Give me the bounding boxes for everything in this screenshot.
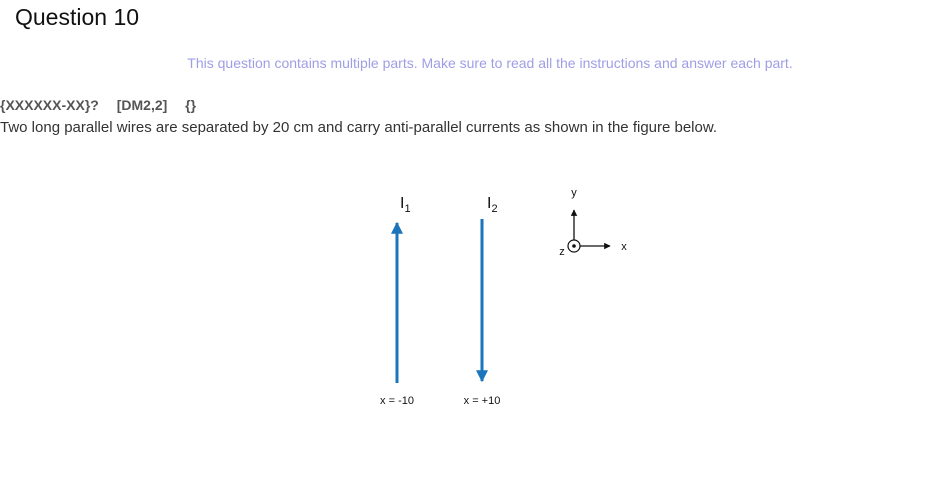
instructions-text: This question contains multiple parts. Make sure to read all the instructions and answer each part. bbox=[187, 55, 793, 71]
axis-z-dot-icon bbox=[572, 244, 576, 248]
wire-2-label-sub: 2 bbox=[491, 203, 498, 215]
question-id: {XXXXXX-XX}? bbox=[0, 97, 99, 113]
question-tag: [DM2,2] bbox=[116, 97, 168, 113]
question-meta bbox=[0, 97, 210, 113]
axis-y-label: y bbox=[571, 187, 577, 199]
coordinate-axes bbox=[559, 187, 627, 258]
wire-2 bbox=[464, 195, 501, 407]
axis-x-label: x bbox=[621, 241, 627, 253]
wire-1-label bbox=[400, 195, 411, 215]
question-prompt: Two long parallel wires are separated by 20 cm and carry anti-parallel currents as shown in the figure below. bbox=[0, 119, 718, 136]
axis-z-label: z bbox=[559, 246, 565, 258]
wire-2-position-label: x = +10 bbox=[463, 395, 501, 407]
wire-1 bbox=[380, 195, 414, 407]
question-braces: {} bbox=[185, 97, 197, 113]
wire-1-label-main: I bbox=[400, 195, 405, 212]
axis-z-out-of-page-icon bbox=[568, 240, 580, 252]
wire-2-label bbox=[487, 195, 498, 215]
wire-2-label-main: I bbox=[487, 195, 492, 212]
question-title: Question 10 bbox=[15, 4, 140, 30]
wire-1-position-label: x = -10 bbox=[380, 395, 414, 407]
wire-1-label-sub: 1 bbox=[404, 203, 411, 215]
